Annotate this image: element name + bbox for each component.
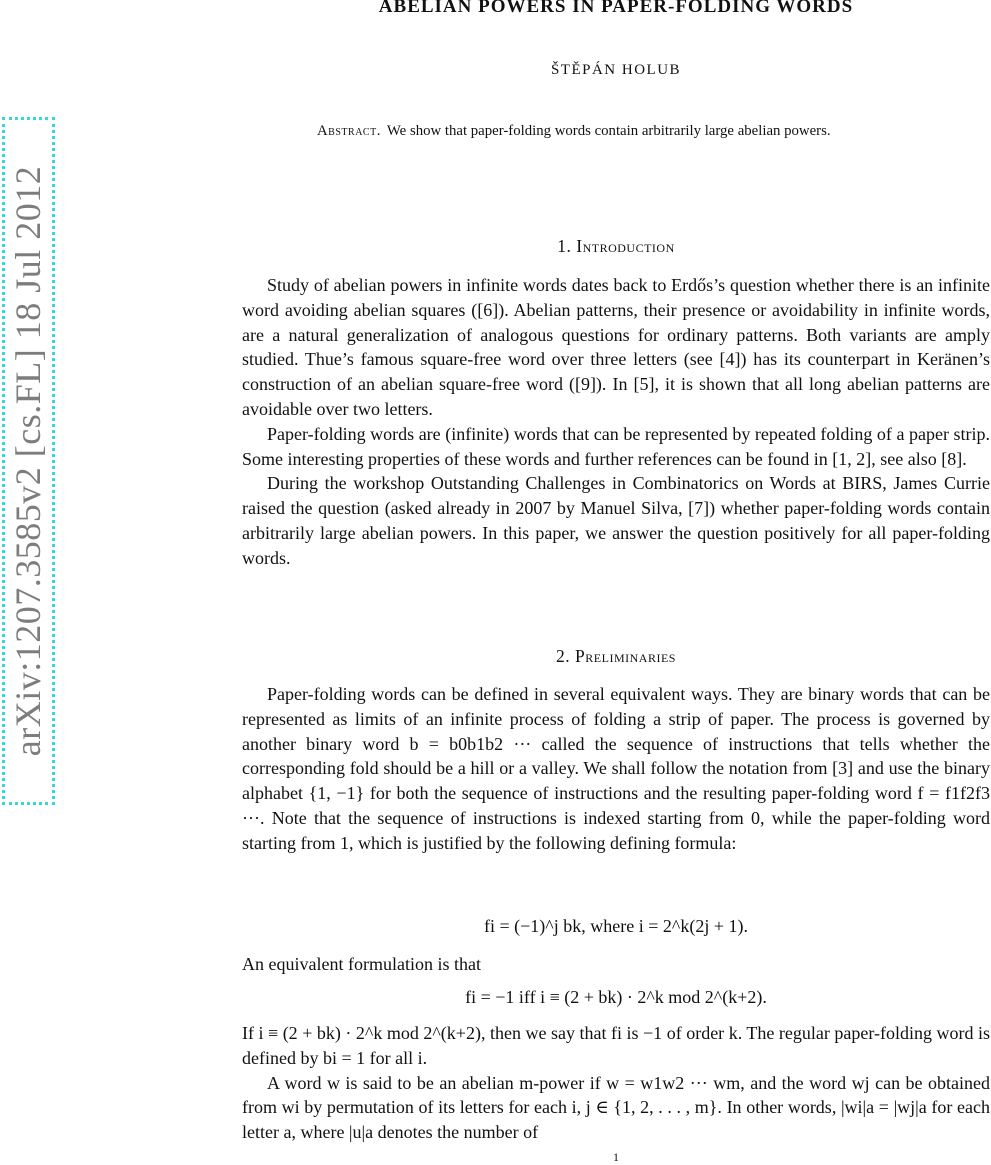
author: ŠTĚPÁN HOLUB (550, 62, 682, 78)
section-number: 2. (556, 646, 571, 666)
introduction-body (242, 273, 990, 571)
abstract-label: Abstract. (317, 123, 381, 139)
section-heading-preliminaries (242, 646, 990, 667)
section-title: Preliminaries (575, 646, 676, 666)
section-heading-introduction (242, 236, 990, 257)
paragraph: Study of abelian powers in infinite words dates back to Erdős’s question whether there is an infinite word avoiding abelian squares ([6]). Abelian patterns, their presence or avoidability in infinite words, are a natural generalization of analogous questions for ordinary patterns. Both variants are amply studied. Thue’s famous square-free word over three letters (see [4]) has its counterpart in Keränen’s construction of an abelian square-free word ([9]). In [5], it is shown that all long abelian patterns are avoidable over two letters. (242, 275, 990, 419)
arxiv-stamp (2, 117, 55, 805)
page-number: 1 (613, 1150, 619, 1164)
section-title: Introduction (576, 236, 675, 256)
preliminaries-body-2 (242, 952, 990, 977)
preliminaries-body-3 (242, 1021, 990, 1145)
preliminaries-body (242, 682, 990, 856)
paragraph: During the workshop Outstanding Challenges in Combinatorics on Words at BIRS, James Currie raised the question (asked already in 2007 by Manuel Silva, [7]) whether paper-folding words contain arbitrarily large abelian powers. In this paper, we answer the question positively for all paper-folding words. (242, 473, 990, 568)
abstract (317, 120, 917, 142)
paragraph: Paper-folding words can be defined in several equivalent ways. They are binary words that can be represented as limits of an infinite process of folding a strip of paper. The process is governed by another binary word b = b0b1b2 ··· called the sequence of instructions that tells whether the corresponding fold should be a hill or a valley. We shall follow the notation from [3] and use the binary alphabet {1, −1} for both the sequence of instructions and the resulting paper-folding word f = f1f2f3 ···. Note that the sequence of instructions is indexed starting from 0, while the paper-folding word starting from 1, which is justified by the following defining formula: (242, 684, 990, 853)
paragraph: A word w is said to be an abelian m-power if w = w1w2 ··· wm, and the word wj can be obtained from wi by permutation of its letters for each i, j ∈ {1, 2, . . . , m}. In other words, |wi|a = |wj|a for each letter a, where |u|a denotes the number of (242, 1072, 990, 1143)
section-number: 1. (557, 236, 572, 256)
paragraph: Paper-folding words are (infinite) words that can be represented by repeated folding of a paper strip. Some interesting properties of these words and further references can be found in [1, 2], see also [8]. (242, 423, 990, 469)
arxiv-identifier: arXiv:1207.3585v2 [cs.FL] 18 Jul 2012 (8, 165, 49, 757)
abstract-text: We show that paper-folding words contain arbitrarily large abelian powers. (386, 123, 831, 139)
paper-title: ABELIAN POWERS IN PAPER-FOLDING WORDS (378, 0, 854, 17)
defining-formula: fi = (−1)^j bk, where i = 2^k(2j + 1). (484, 916, 748, 936)
equivalent-formula: fi = −1 iff i ≡ (2 + bk) · 2^k mod 2^(k+2). (465, 987, 767, 1007)
paragraph: If i ≡ (2 + bk) · 2^k mod 2^(k+2), then we say that fi is −1 of order k. The regular paper-folding word is defined by bi = 1 for all i. (242, 1023, 990, 1068)
paragraph: An equivalent formulation is that (242, 954, 481, 974)
